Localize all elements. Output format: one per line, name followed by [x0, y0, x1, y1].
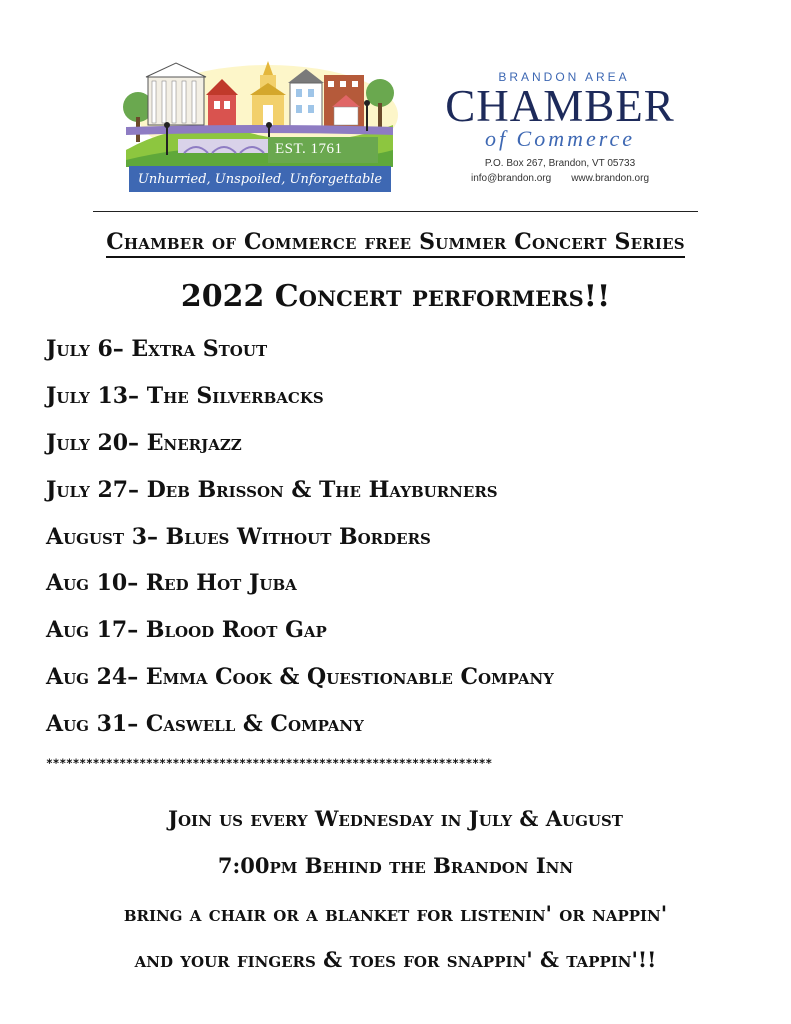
- asterisk-separator: *******************************************************************: [46, 756, 493, 770]
- concert-entry: July 13– The Silverbacks: [46, 382, 324, 409]
- footer-time-location-line: 7:00pm Behind the Brandon Inn: [217, 853, 574, 878]
- logo-tagline: Unhurried, Unspoiled, Unforgettable: [129, 166, 391, 192]
- concert-entry: July 27– Deb Brisson & The Hayburners: [46, 476, 498, 503]
- letterhead: [0, 0, 791, 210]
- website-address: www.brandon.org: [571, 173, 650, 184]
- chamber-logo-block: [430, 70, 690, 186]
- concert-entry: Aug 24– Emma Cook & Questionable Company: [46, 664, 554, 691]
- footer-fingers-toes-line: and your fingers & toes for snappin' & tappin'!!: [134, 947, 657, 972]
- series-title: [0, 229, 791, 255]
- contact-info: [430, 156, 690, 186]
- of-commerce-text: of Commerce: [484, 126, 636, 151]
- series-title-text: Chamber of Commerce free Summer Concert Series: [106, 229, 685, 258]
- email-address: info@brandon.org: [470, 173, 552, 184]
- established-year-text: EST. 1761: [275, 141, 343, 157]
- concert-entry: Aug 10– Red Hot Juba: [46, 570, 297, 597]
- concert-entry: July 20– Enerjazz: [46, 429, 242, 456]
- performers-title: 2022 Concert performers!!: [180, 279, 611, 314]
- concert-lineup: [46, 334, 766, 756]
- brandon-area-text: BRANDON AREA: [498, 70, 630, 84]
- concert-entry: August 3– Blues Without Borders: [46, 523, 431, 550]
- header-divider: [93, 211, 698, 212]
- chamber-wordmark: CHAMBER: [445, 81, 675, 131]
- footer-schedule-line: Join us every Wednesday in July & August: [168, 806, 623, 831]
- concert-entry: Aug 31– Caswell & Company: [46, 711, 364, 738]
- postal-address: P.O. Box 267, Brandon, VT 05733: [484, 158, 636, 169]
- concert-entry: Aug 17– Blood Root Gap: [46, 617, 327, 644]
- concert-entry: July 6– Extra Stout: [46, 336, 268, 362]
- footer-bring-chair-line: bring a chair or a blanket for listenin' or nappin': [123, 901, 668, 926]
